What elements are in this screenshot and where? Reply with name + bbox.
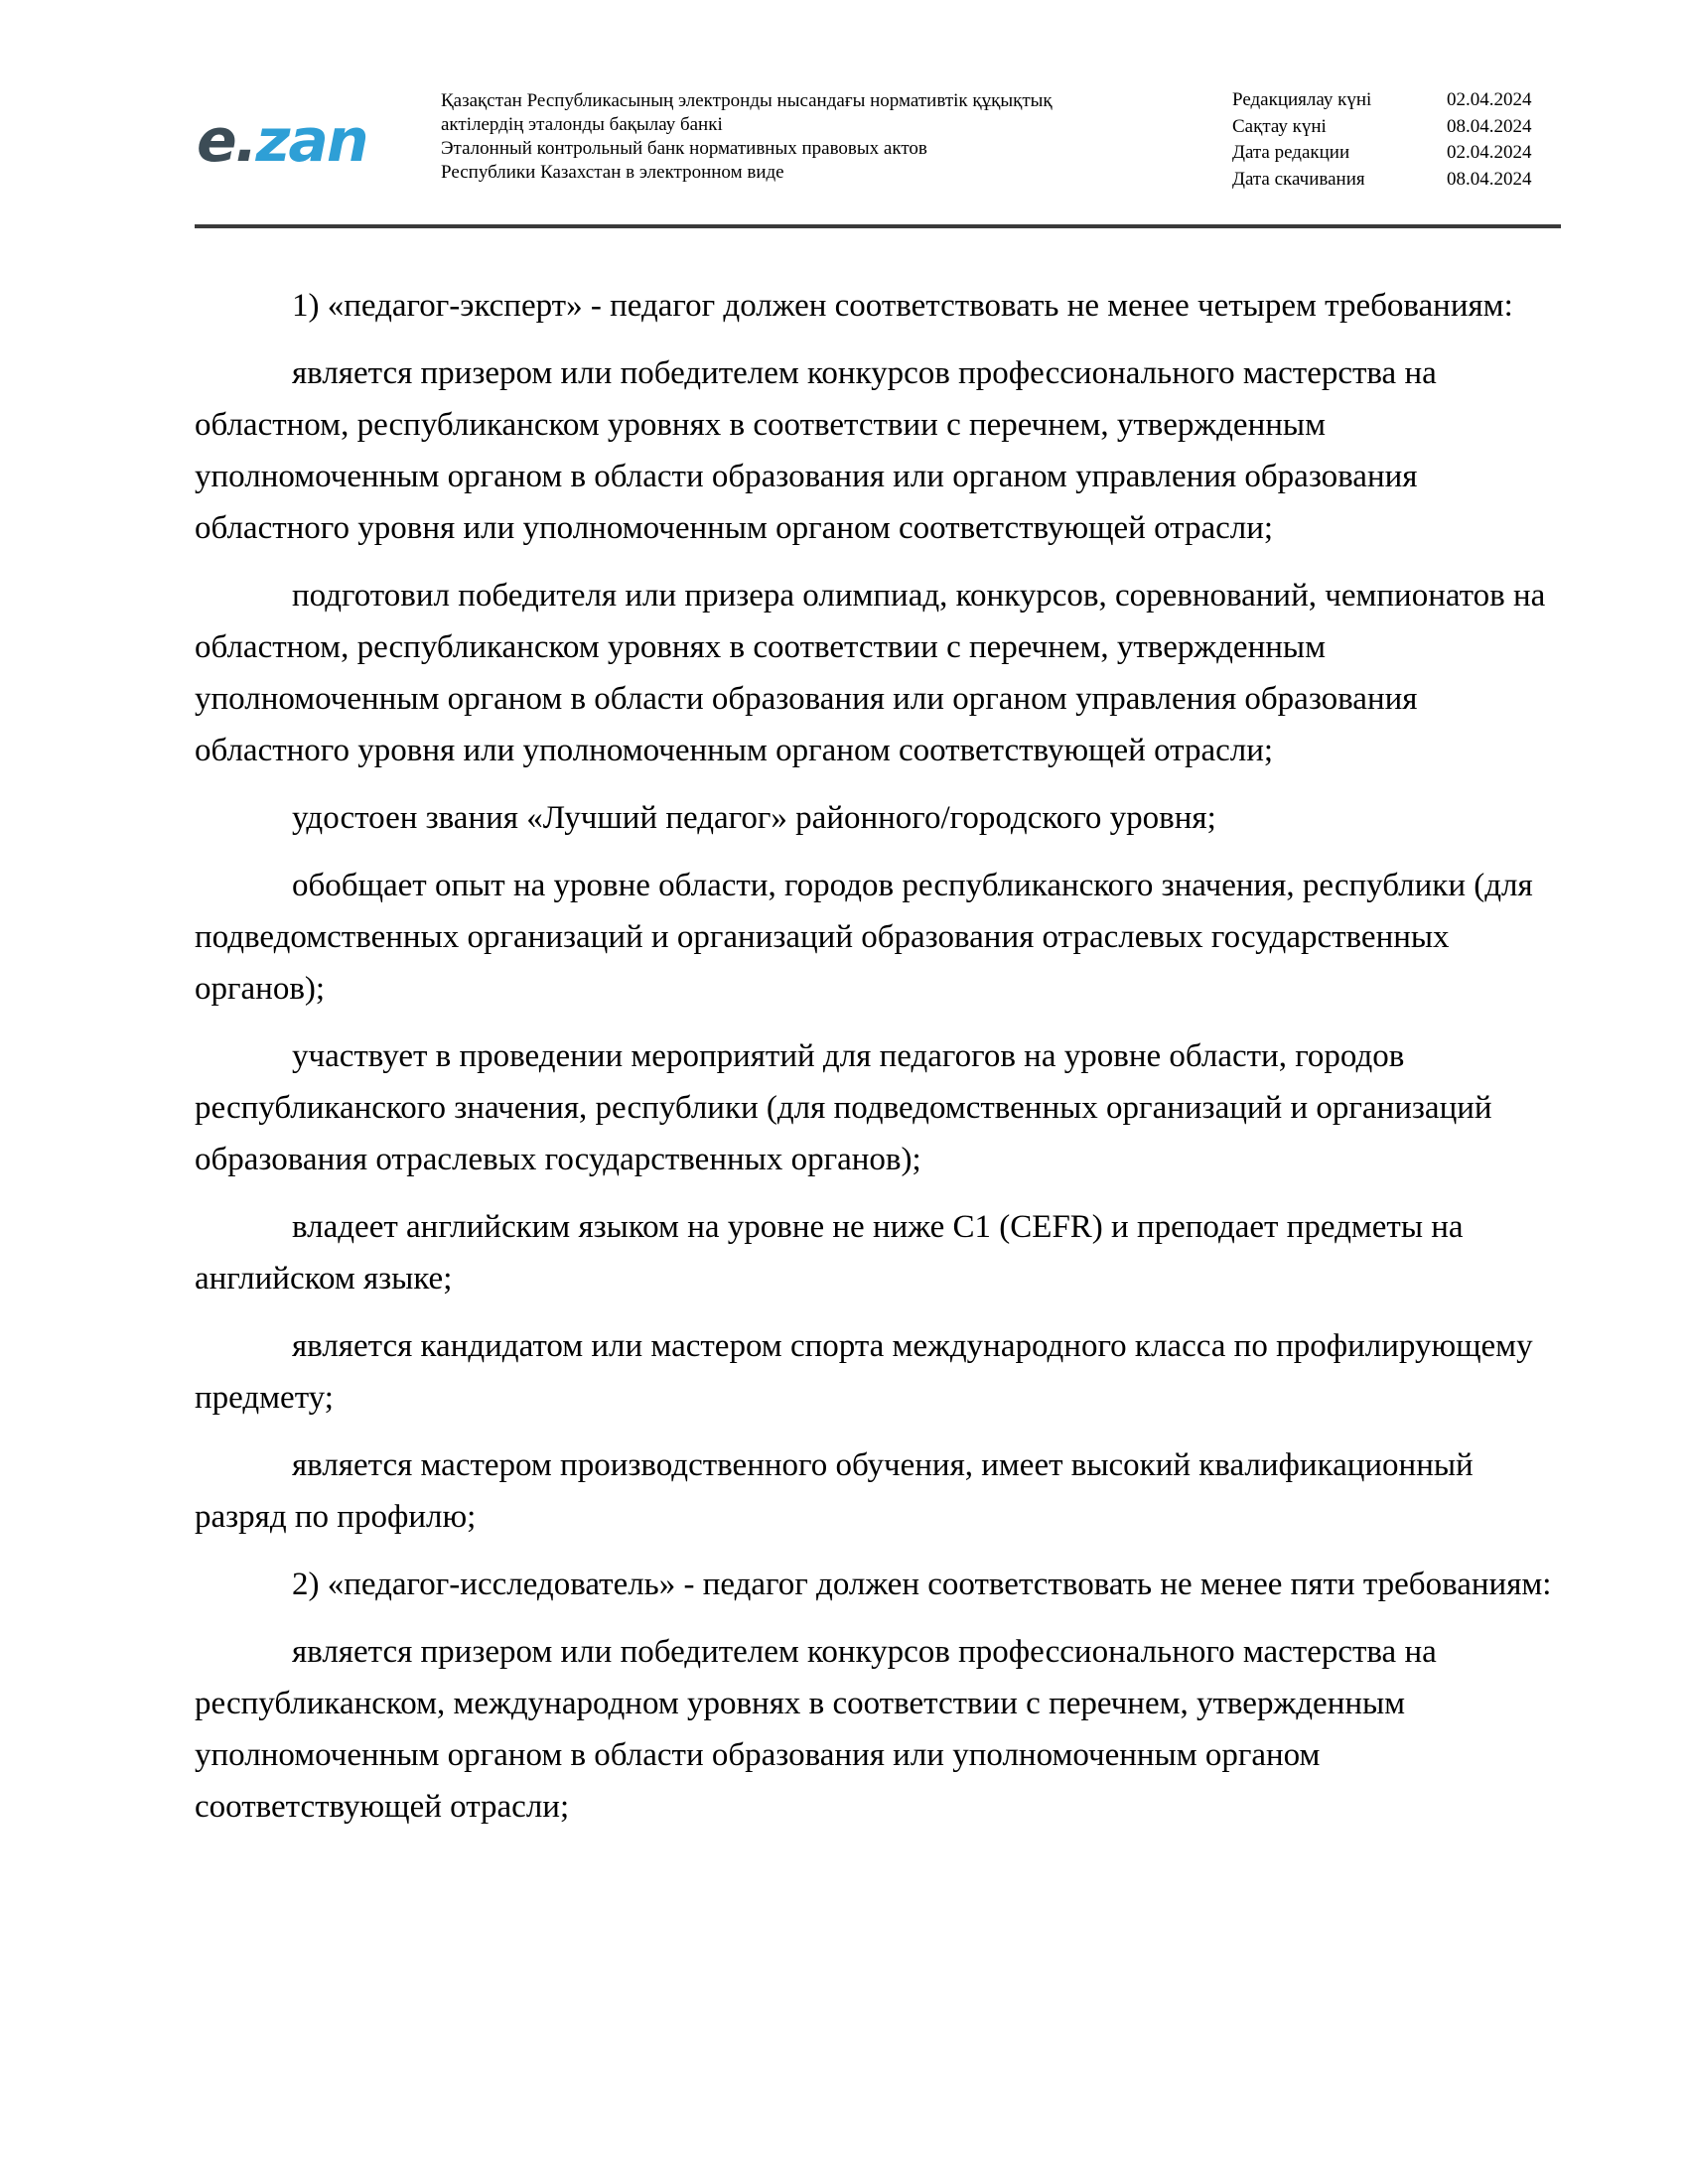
ezan-logo xyxy=(195,103,393,183)
date-label: Редакциялау күні xyxy=(1232,89,1372,110)
body-paragraph: является мастером производственного обучения, имеет высокий квалификационный разряд по профилю; xyxy=(195,1447,1474,1535)
body-paragraph: 1) «педагог-эксперт» - педагог должен соответствовать не менее четырем требованиям: xyxy=(292,288,1513,324)
registry-title-line: Республики Казахстан в электронном виде xyxy=(441,162,784,183)
body-paragraph: удостоен звания «Лучший педагог» районного/городского уровня; xyxy=(292,800,1216,836)
date-row xyxy=(1232,114,1532,141)
body-paragraph: подготовил победителя или призера олимпиад, конкурсов, соревнований, чемпионатов на областном, республиканском уровнях в соответствии с перечнем, утвержденным уполномоченным органом в области образования или органом управления образования областного уровня или уполномоченным органом соответствующей отрасли; xyxy=(195,578,1546,768)
body-paragraph: участвует в проведении мероприятий для педагогов на уровне области, городов республиканского значения, республики (для подведомственных организаций и организаций образования отраслевых государственных органов); xyxy=(195,1038,1492,1177)
registry-title-line: Эталонный контрольный банк нормативных правовых актов xyxy=(441,138,927,159)
date-row xyxy=(1232,87,1532,114)
date-value: 08.04.2024 xyxy=(1447,115,1532,137)
header-divider xyxy=(195,224,1561,228)
date-value: 02.04.2024 xyxy=(1447,89,1532,110)
body-paragraph: является кандидатом или мастером спорта международного класса по профилирующему предмету; xyxy=(195,1328,1533,1416)
body-paragraph: является призером или победителем конкурсов профессионального мастерства на областном, республиканском уровнях в соответствии с перечнем, утвержденным уполномоченным органом в области образования или органом управления образования областного уровня или уполномоченным органом соответствующей отрасли; xyxy=(195,355,1437,546)
date-label: Дата редакции xyxy=(1232,142,1350,163)
document-header xyxy=(195,81,1561,228)
body-paragraph: обобщает опыт на уровне области, городов республиканского значения, республики (для подведомственных организаций и организаций образования отраслевых государственных органов); xyxy=(195,868,1533,1007)
body-paragraph: владеет английским языком на уровне не ниже C1 (CEFR) и преподает предметы на английском языке; xyxy=(195,1209,1464,1297)
date-row xyxy=(1232,167,1532,194)
svg-text:e.zan: e.zan xyxy=(197,106,367,176)
date-label: Дата скачивания xyxy=(1232,168,1365,190)
registry-title xyxy=(441,89,1156,185)
date-label: Сақтау күні xyxy=(1232,115,1327,137)
body-paragraph: 2) «педагог-исследователь» - педагог должен соответствовать не менее пяти требованиям: xyxy=(292,1567,1552,1602)
date-row xyxy=(1232,140,1532,167)
document-body xyxy=(195,280,1561,1848)
registry-title-line: актілердің эталонды бақылау банкі xyxy=(441,114,723,135)
date-value: 02.04.2024 xyxy=(1447,142,1532,163)
date-value: 08.04.2024 xyxy=(1447,168,1532,190)
registry-title-line: Қазақстан Республикасының электронды нысандағы нормативтік құқықтық xyxy=(441,90,1053,111)
document-dates-table xyxy=(1232,87,1532,193)
body-paragraph: является призером или победителем конкурсов профессионального мастерства на республиканском, международном уровнях в соответствии с перечнем, утвержденным уполномоченным органом в области образования или уполномоченным органом соответствующей отрасли; xyxy=(195,1634,1437,1825)
